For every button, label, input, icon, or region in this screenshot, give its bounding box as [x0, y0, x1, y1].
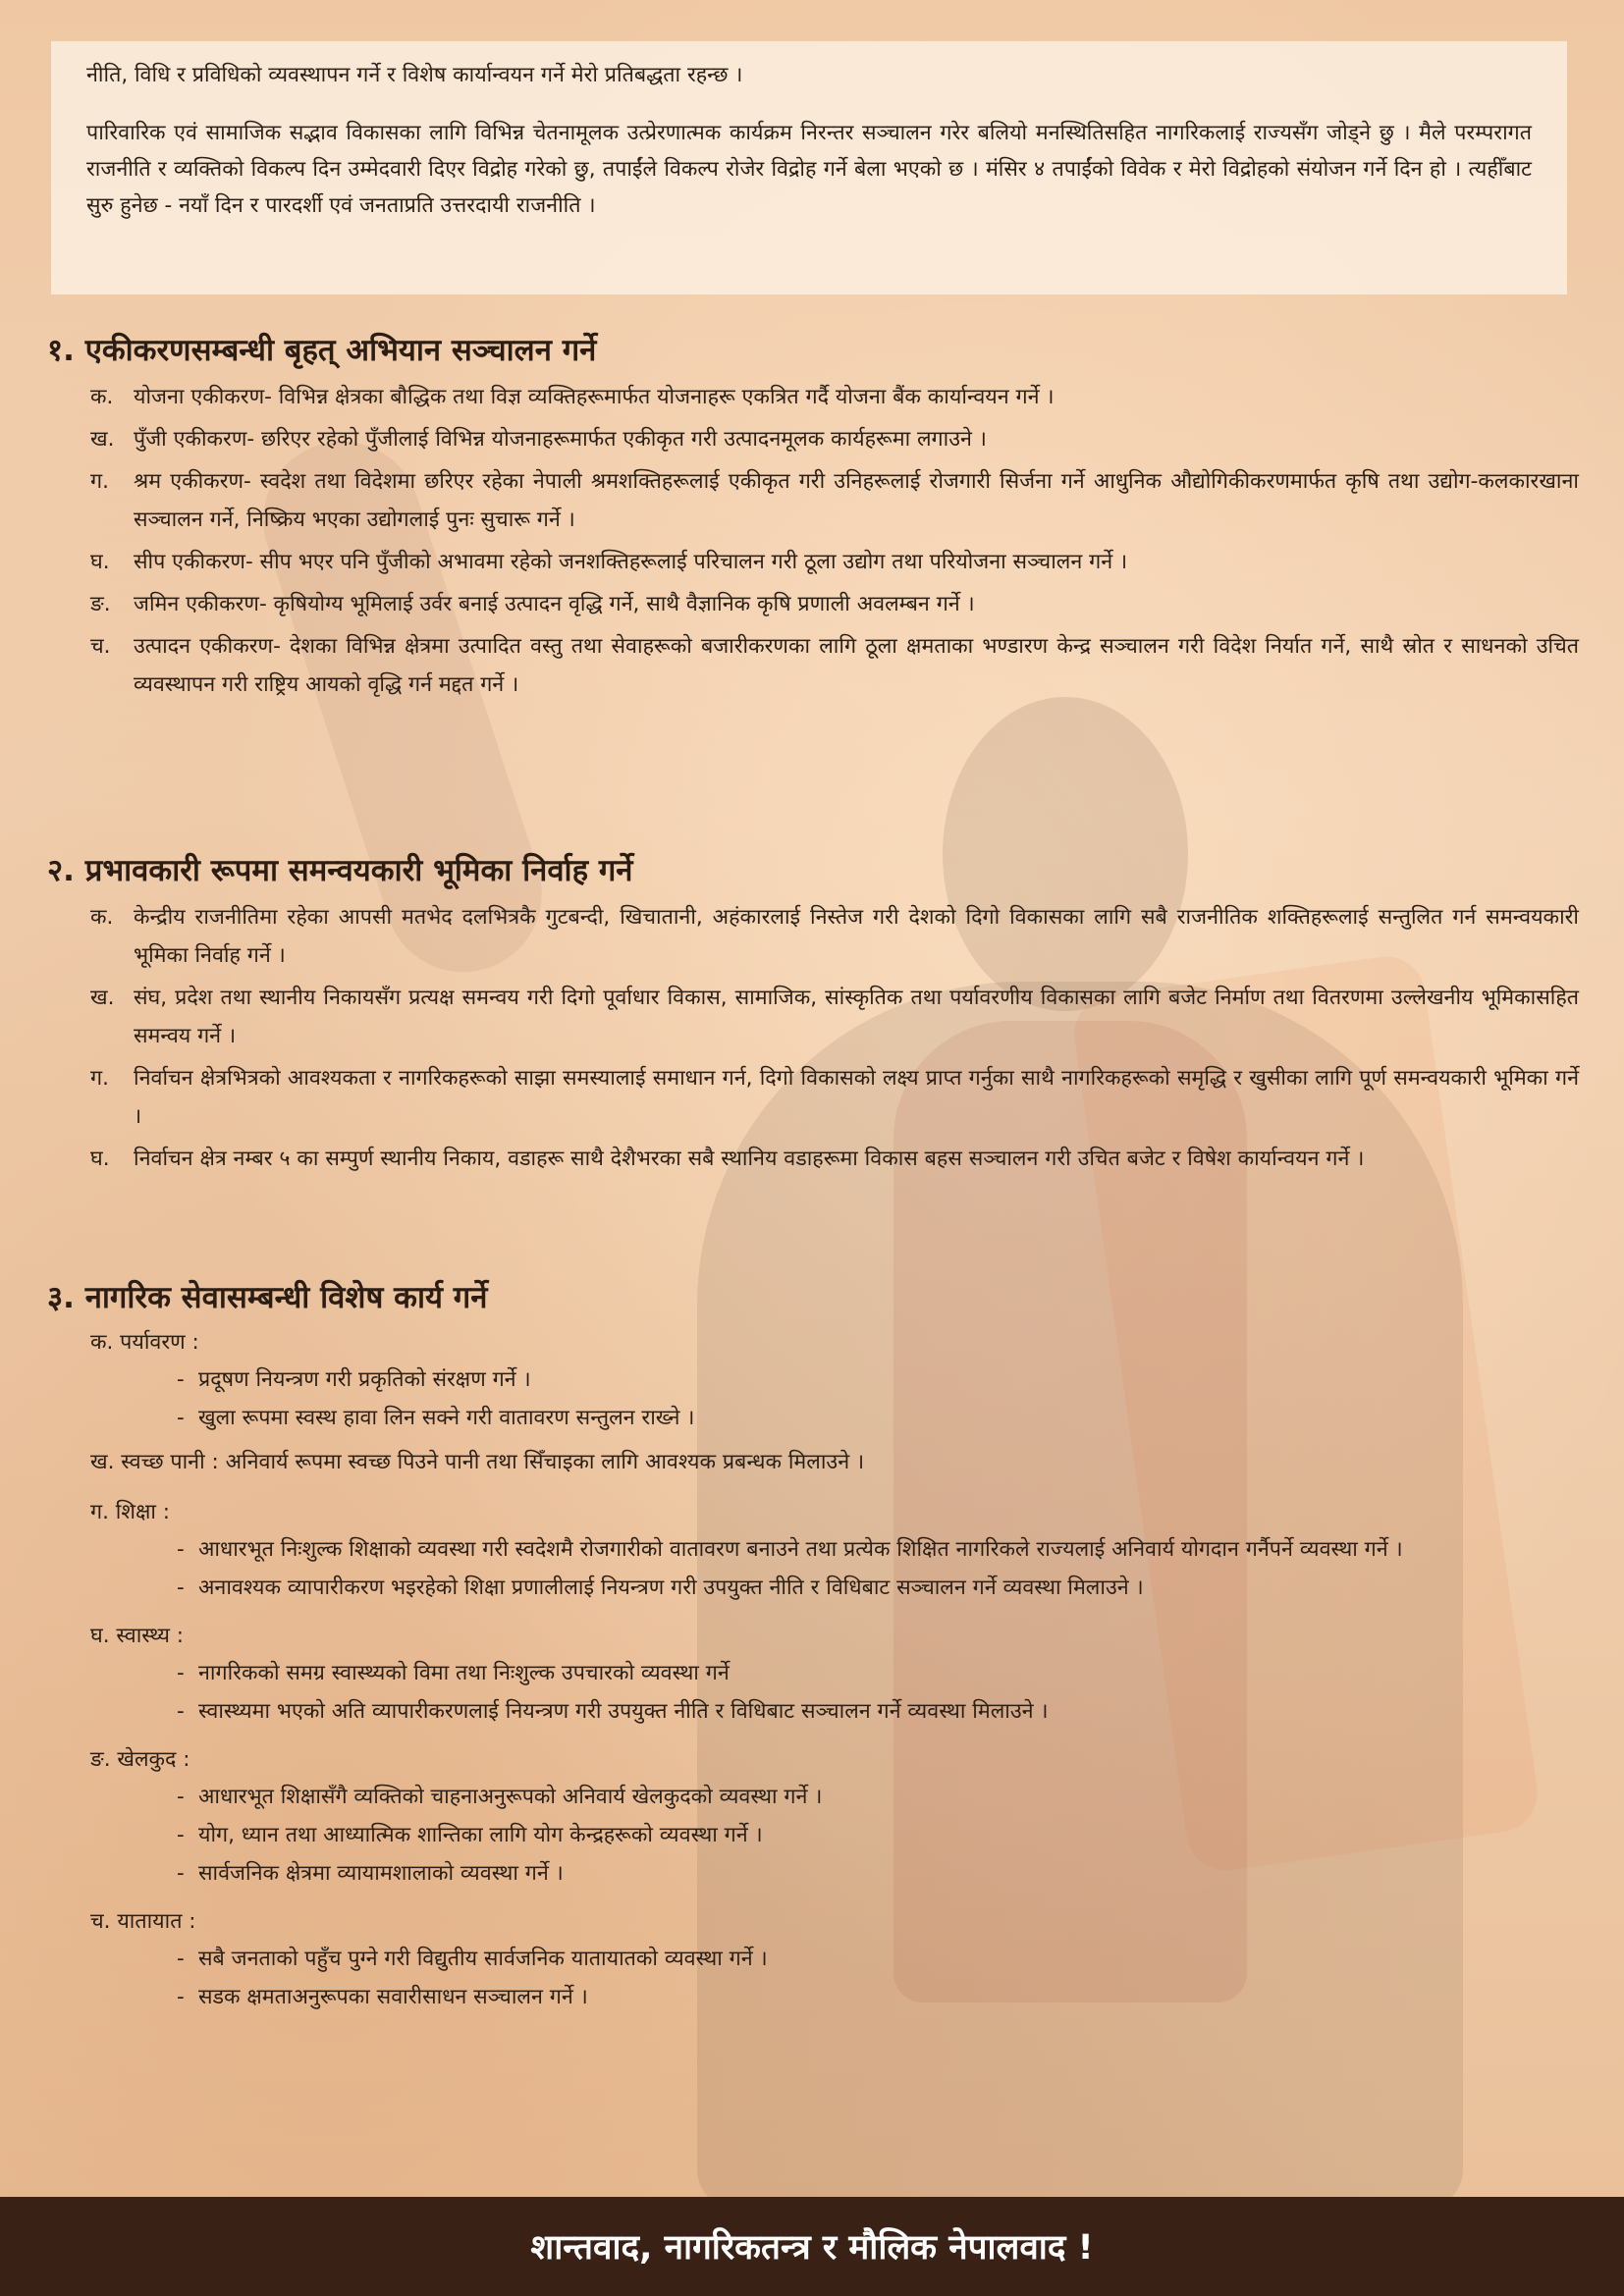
bullet-item: - सबै जनताको पहुँच पुग्ने गरी विद्युतीय सार्वजनिक यातायातको व्यवस्था गर्ने । [177, 1947, 768, 1971]
section-2-title: २. प्रभावकारी रूपमा समन्वयकारी भूमिका निर्वाह गर्ने [47, 853, 633, 888]
list-item: घ. निर्वाचन क्षेत्र नम्बर ५ का सम्पुर्ण स्थानीय निकाय, वडाहरू साथै देशैभरका सबै स्थानिय वडाहरूमा विकास बहस सञ्चालन गरी उचित बजेट र विषेश कार्यान्वयन गर्ने । [90, 1147, 1365, 1171]
list-item: क. योजना एकीकरण- विभिन्न क्षेत्रका बौद्धिक तथा विज्ञ व्यक्तिहरूमार्फत योजनाहरू एकत्रित गर्दै योजना बैंक कार्यान्वयन गर्ने । [90, 385, 1055, 409]
bullet-item: - स्वास्थ्यमा भएको अति व्यापारीकरणलाई नियन्त्रण गरी उपयुक्त नीति र विधिबाट सञ्चालन गर्ने व्यवस्था मिलाउने । [177, 1699, 1049, 1724]
bullet-item: - खुला रूपमा स्वस्थ हावा लिन सक्ने गरी वातावरण सन्तुलन राख्ने । [177, 1406, 695, 1430]
bullet-item: - आधारभूत शिक्षासँगै व्यक्तिको चाहनाअनुरूपको अनिवार्य खेलकुदको व्यवस्था गर्ने । [177, 1785, 823, 1809]
section-integration [47, 329, 1579, 708]
bullet-item: - सार्वजनिक क्षेत्रमा व्यायामशालाको व्यवस्था गर्ने । [177, 1861, 564, 1886]
bullet-item: - योग, ध्यान तथा आध्यात्मिक शान्तिका लागि योग केन्द्रहरूको व्यवस्था गर्ने । [177, 1823, 763, 1847]
section-3-title: ३. नागरिक सेवासम्बन्धी विशेष कार्य गर्ने [47, 1280, 488, 1315]
section-citizen-services [47, 1276, 1579, 2022]
section-coordination [47, 849, 1579, 1182]
bullet-item: - प्रदूषण नियन्त्रण गरी प्रकृतिको संरक्षण गर्ने । [177, 1367, 531, 1392]
list-item: ख. पुँजी एकीकरण- छरिएर रहेको पुँजीलाई विभिन्न योजनाहरूमार्फत एकीकृत गरी उत्पादनमूलक कार्यहरूमा लगाउने । [90, 427, 987, 452]
intro-paragraph-1: नीति, विधि र प्रविधिको व्यवस्थापन गर्ने र विशेष कार्यान्वयन गर्ने मेरो प्रतिबद्धता रहन्छ । [86, 63, 743, 87]
bullet-item: - अनावश्यक व्यापारीकरण भइरहेको शिक्षा प्रणालीलाई नियन्त्रण गरी उपयुक्त नीति र विधिबाट सञ्चालन गर्ने व्यवस्था मिलाउने । [177, 1575, 1144, 1600]
section-1-title: १. एकीकरणसम्बन्धी बृहत् अभियान सञ्चालन गर्ने [47, 333, 597, 368]
subsection-education: ग. शिक्षा : - आधारभूत निःशुल्क शिक्षाको व्यवस्था गरी स्वदेशमै रोजगारीको वातावरण बनाउने तथा प्रत्येक शिक्षित नागरिकले राज्यलाई अनिवार्य योगदान गर्नैपर्ने व्यवस्था गर्ने । - अनावश्यक व्यापारीकरण भइरहेको शिक्षा प्रणालीलाई नियन्त्रण गरी उपयुक्त नीति र विधिबाट सञ्चालन गर्ने व्यवस्था मिलाउने । [90, 1495, 1579, 1607]
list-item: ङ. जमिन एकीकरण- कृषियोग्य भूमिलाई उर्वर बनाई उत्पादन वृद्धि गर्ने, साथै वैज्ञानिक कृषि प्रणाली अवलम्बन गर्ने । [90, 592, 975, 616]
list-item: घ. सीप एकीकरण- सीप भएर पनि पुँजीको अभावमा रहेको जनशक्तिहरूलाई परिचालन गरी ठूला उद्योग तथा परियोजना सञ्चालन गर्ने । [90, 550, 1128, 574]
bullet-item: - सडक क्षमताअनुरूपका सवारीसाधन सञ्चालन गर्ने । [177, 1985, 588, 2009]
footer-banner [0, 2197, 1624, 2296]
list-item: ख. संघ, प्रदेश तथा स्थानीय निकायसँग प्रत्यक्ष समन्वय गरी दिगो पूर्वाधार विकास, सामाजिक, सांस्कृतिक तथा पर्यावरणीय विकासका लागि बजेट निर्माण तथा वितरणमा उल्लेखनीय भूमिकासहित समन्वय गर्ने । [90, 986, 1579, 1048]
bullet-item: - नागरिकको समग्र स्वास्थ्यको विमा तथा निःशुल्क उपचारको व्यवस्था गर्ने [177, 1661, 730, 1685]
list-item: ग. निर्वाचन क्षेत्रभित्रको आवश्यकता र नागरिकहरूको साझा समस्यालाई समाधान गर्न, दिगो विकासको लक्ष्य प्राप्त गर्नुका साथै नागरिकहरूको समृद्धि र खुसीका लागि पूर्ण समन्वयकारी भूमिका गर्ने । [90, 1066, 1579, 1129]
footer-slogan: शान्तवाद, नागरिकतन्त्र र मौलिक नेपालवाद ! [530, 2228, 1094, 2268]
subsection-sports: ङ. खेलकुद : - आधारभूत शिक्षासँगै व्यक्तिको चाहनाअनुरूपको अनिवार्य खेलकुदको व्यवस्था गर्ने । - योग, ध्यान तथा आध्यात्मिक शान्तिका लागि योग केन्द्रहरूको व्यवस्था गर्ने । - सार्वजनिक क्षेत्रमा व्यायामशालाको व्यवस्था गर्ने । [90, 1742, 1579, 1893]
bullet-item: - आधारभूत निःशुल्क शिक्षाको व्यवस्था गरी स्वदेशमै रोजगारीको वातावरण बनाउने तथा प्रत्येक शिक्षित नागरिकले राज्यलाई अनिवार्य योगदान गर्नैपर्ने व्यवस्था गर्ने । [177, 1537, 1403, 1562]
list-item: क. केन्द्रीय राजनीतिमा रहेका आपसी मतभेद दलभित्रकै गुटबन्दी, खिचातानी, अहंकारलाई निस्तेज गरी देशको दिगो विकासका लागि सबै राजनीतिक शक्तिहरूलाई सन्तुलित गर्न समन्वयकारी भूमिका निर्वाह गर्ने । [90, 905, 1579, 968]
subsection-clean-water: ख. स्वच्छ पानी : अनिवार्य रूपमा स्वच्छ पिउने पानी तथा सिँचाइका लागि आवश्यक प्रबन्धक मिलाउने । [90, 1450, 865, 1474]
list-item: ग. श्रम एकीकरण- स्वदेश तथा विदेशमा छरिएर रहेका नेपाली श्रमशक्तिहरूलाई एकीकृत गरी उनिहरूलाई रोजगारी सिर्जना गर्ने आधुनिक औद्योगिकीकरणमार्फत कृषि तथा उद्योग-कलकारखाना सञ्चालन गर्ने, निष्क्रिय भएका उद्योगलाई पुनः सुचारू गर्ने । [90, 469, 1579, 532]
intro-paragraph-2: पारिवारिक एवं सामाजिक सद्भाव विकासका लागि विभिन्न चेतनामूलक उत्प्रेरणात्मक कार्यक्रम निरन्तर सञ्चालन गरेर बलियो मनस्थितिसहित नागरिकलाई राज्यसँग जोड्ने छु । मैले परम्परागत राजनीति र व्यक्तिको विकल्प दिन उम्मेदवारी दिएर विद्रोह गरेको छु, तपाईंले विकल्प रोजेर विद्रोह गर्ने बेला भएको छ । मंसिर ४ तपाईंको विवेक र मेरो विद्रोहको संयोजन गर्ने दिन हो । त्यहीँबाट सुरु हुनेछ - नयाँ दिन र पारदर्शी एवं जनताप्रति उत्तरदायी राजनीति । [86, 121, 1532, 218]
intro-box [51, 41, 1567, 294]
subsection-transport: च. यातायात : - सबै जनताको पहुँच पुग्ने गरी विद्युतीय सार्वजनिक यातायातको व्यवस्था गर्ने । - सडक क्षमताअनुरूपका सवारीसाधन सञ्चालन गर्ने । [90, 1904, 1579, 2016]
subsection-health: घ. स्वास्थ्य : - नागरिकको समग्र स्वास्थ्यको विमा तथा निःशुल्क उपचारको व्यवस्था गर्ने - स्वास्थ्यमा भएको अति व्यापारीकरणलाई नियन्त्रण गरी उपयुक्त नीति र विधिबाट सञ्चालन गर्ने व्यवस्था मिलाउने । [90, 1619, 1579, 1731]
list-item: च. उत्पादन एकीकरण- देशका विभिन्न क्षेत्रमा उत्पादित वस्तु तथा सेवाहरूको बजारीकरणका लागि ठूला क्षमताका भण्डारण केन्द्र सञ्चालन गरी विदेश निर्यात गर्ने, साथै स्रोत र साधनको उचित व्यवस्थापन गरी राष्ट्रिय आयको वृद्धि गर्न मद्दत गर्ने । [90, 634, 1579, 697]
subsection-environment: क. पर्यावरण : - प्रदूषण नियन्त्रण गरी प्रकृतिको संरक्षण गर्ने । - खुला रूपमा स्वस्थ हावा लिन सक्ने गरी वातावरण सन्तुलन राख्ने । [90, 1325, 1579, 1437]
